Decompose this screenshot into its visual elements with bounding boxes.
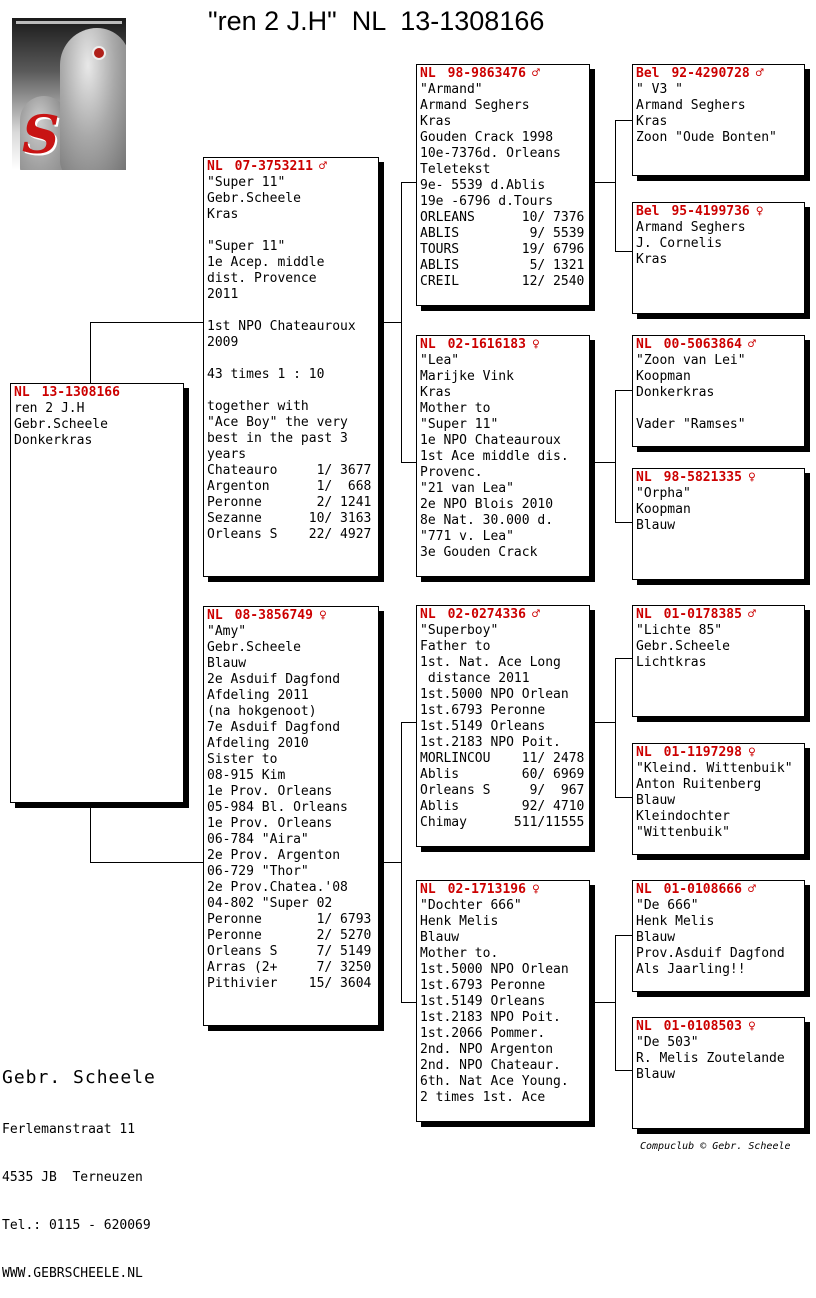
card-line: Marijke Vink: [420, 369, 514, 384]
country-code: NL: [636, 1019, 652, 1034]
card-line: Peronne 2/ 5270: [207, 928, 372, 943]
card-line: 1st Ace middle dis.: [420, 449, 569, 464]
card-line: "Lichte 85": [636, 623, 723, 638]
card-line: Blauw: [636, 518, 676, 533]
connector-line: [615, 1070, 632, 1071]
card-line: 1st NPO Chateauroux: [207, 319, 356, 334]
card-header: [636, 66, 804, 82]
card-line: together with: [207, 399, 309, 414]
card-line: years: [207, 447, 247, 462]
card-header: [636, 745, 804, 761]
card-line: ABLIS 9/ 5539: [420, 226, 585, 241]
country-code: Bel: [636, 204, 660, 219]
ring-number: 07-3753211: [234, 159, 313, 174]
owner-address: [2, 1034, 156, 1298]
card-line: Orleans S 9/ 967: [420, 783, 585, 798]
sex-icon: ♀: [531, 882, 540, 897]
card-line: 2e NPO Blois 2010: [420, 497, 554, 512]
card-line: 2nd. NPO Argenton: [420, 1042, 554, 1057]
sex-icon: ♀: [747, 745, 756, 760]
pedigree-card-dam-sire: [416, 605, 590, 847]
connector-line: [615, 935, 632, 936]
ring-number: 08-3856749: [234, 608, 313, 623]
card-line: "De 503": [636, 1035, 699, 1050]
connector-line: [378, 862, 402, 863]
connector-line: [590, 182, 616, 183]
card-line: Argenton 1/ 668: [207, 479, 372, 494]
card-line: 2009: [207, 335, 239, 350]
owner-name: Gebr. Scheele: [2, 1067, 156, 1088]
ring-number: 01-0178385: [663, 607, 742, 622]
card-line: distance 2011: [420, 671, 530, 686]
country-code: NL: [636, 607, 652, 622]
connector-line: [615, 251, 632, 252]
card-line: 19e -6796 d.Tours: [420, 194, 554, 209]
card-line: 9e- 5539 d.Ablis: [420, 178, 546, 193]
card-line: "Superboy": [420, 623, 499, 638]
card-line: 1st.5149 Orleans: [420, 994, 546, 1009]
card-line: 06-729 "Thor": [207, 864, 309, 879]
sex-icon: ♂: [755, 66, 764, 81]
card-line: 1e Prov. Orleans: [207, 784, 333, 799]
card-line: 2 times 1st. Ace: [420, 1090, 546, 1105]
card-header: [636, 882, 804, 898]
pedigree-card-dam-dam: [416, 880, 590, 1122]
card-line: Blauw: [636, 930, 676, 945]
ring-number: 02-1616183: [447, 337, 526, 352]
card-line: 1st.5000 NPO Orlean: [420, 687, 569, 702]
card-line: Chimay 511/11555: [420, 815, 585, 830]
connector-line: [615, 797, 632, 798]
card-line: Als Jaarling!!: [636, 962, 746, 977]
sex-icon: ♂: [747, 607, 756, 622]
card-line: Chateauro 1/ 3677: [207, 463, 372, 478]
card-line: 05-984 Bl. Orleans: [207, 800, 348, 815]
card-line: Pithivier 15/ 3604: [207, 976, 372, 991]
country-code: NL: [636, 337, 652, 352]
card-line: 2nd. NPO Chateaur.: [420, 1058, 561, 1073]
card-line: "Armand": [420, 82, 483, 97]
card-line: Kras: [420, 114, 452, 129]
pedigree-card-dam-sire-sire: [632, 605, 805, 717]
card-line: ren 2 J.H: [14, 401, 85, 416]
connector-line: [615, 935, 616, 1071]
card-line: 1st.2066 Pommer.: [420, 1026, 546, 1041]
card-line: Kras: [636, 114, 668, 129]
card-line: Mother to: [420, 401, 491, 416]
card-line: Blauw: [636, 793, 676, 808]
card-line: 1st.5149 Orleans: [420, 719, 546, 734]
sex-icon: ♂: [318, 159, 327, 174]
card-line: 08-915 Kim: [207, 768, 286, 783]
card-line: Afdeling 2011: [207, 688, 309, 703]
card-line: Gouden Crack 1998: [420, 130, 554, 145]
card-line: Ablis 92/ 4710: [420, 799, 585, 814]
card-line: 1st.2183 NPO Poit.: [420, 735, 561, 750]
connector-line: [615, 658, 616, 798]
sex-icon: ♀: [747, 470, 756, 485]
pedigree-card-dam-sire-dam: [632, 743, 805, 855]
connector-line: [401, 722, 402, 1003]
card-line: Kras: [636, 252, 668, 267]
card-line: Peronne 2/ 1241: [207, 495, 372, 510]
card-line: Orleans S 22/ 4927: [207, 527, 372, 542]
card-line: 1e Acep. middle: [207, 255, 325, 270]
card-line: 04-802 "Super 02: [207, 896, 333, 911]
connector-line: [378, 322, 402, 323]
card-line: Blauw: [207, 656, 247, 671]
country-code: NL: [636, 470, 652, 485]
card-line: Blauw: [636, 1067, 676, 1082]
pedigree-card-sire-sire-dam: [632, 202, 805, 314]
connector-line: [615, 120, 632, 121]
card-line: [207, 383, 378, 399]
card-line: Provenc.: [420, 465, 483, 480]
card-header: [636, 1019, 804, 1035]
card-header: [420, 882, 589, 898]
connector-line: [615, 522, 632, 523]
card-line: "21 van Lea": [420, 481, 514, 496]
card-line: ORLEANS 10/ 7376: [420, 210, 585, 225]
card-line: 3e Gouden Crack: [420, 545, 538, 560]
card-header: [207, 608, 378, 624]
card-header: [420, 66, 589, 82]
sex-icon: ♂: [531, 66, 540, 81]
connector-line: [590, 1002, 616, 1003]
connector-line: [615, 390, 632, 391]
card-line: Father to: [420, 639, 491, 654]
card-line: Gebr.Scheele: [636, 639, 730, 654]
card-line: Armand Seghers: [636, 220, 746, 235]
card-line: 1st.5000 NPO Orlean: [420, 962, 569, 977]
card-header: [636, 204, 804, 220]
card-line: [207, 351, 378, 367]
card-line: Armand Seghers: [636, 98, 746, 113]
card-line: 2e Prov. Argenton: [207, 848, 341, 863]
card-line: "Kleind. Wittenbuik": [636, 761, 793, 776]
card-header: [636, 337, 804, 353]
card-line: "Super 11": [207, 239, 286, 254]
country-code: NL: [207, 159, 223, 174]
card-line: [636, 401, 804, 417]
card-line: TOURS 19/ 6796: [420, 242, 585, 257]
country-code: NL: [420, 882, 436, 897]
country-code: NL: [636, 745, 652, 760]
card-line: Afdeling 2010: [207, 736, 309, 751]
card-line: [207, 223, 378, 239]
card-header: [636, 607, 804, 623]
loft-logo: S: [12, 18, 126, 170]
card-line: dist. Provence: [207, 271, 317, 286]
card-line: "Zoon van Lei": [636, 353, 746, 368]
card-line: "De 666": [636, 898, 699, 913]
card-line: Anton Ruitenberg: [636, 777, 762, 792]
card-header: [420, 607, 589, 623]
card-line: 1st.6793 Peronne: [420, 703, 546, 718]
card-line: 43 times 1 : 10: [207, 367, 325, 382]
connector-line: [615, 658, 632, 659]
connector-line: [90, 805, 91, 863]
card-line: " V3 ": [636, 82, 683, 97]
card-line: "Wittenbuik": [636, 825, 730, 840]
card-line: Sister to: [207, 752, 278, 767]
ring-number: 01-0108666: [663, 882, 742, 897]
card-line: Orleans S 7/ 5149: [207, 944, 372, 959]
card-line: 2e Asduif Dagfond: [207, 672, 341, 687]
country-code: NL: [14, 385, 30, 400]
country-code: NL: [207, 608, 223, 623]
country-code: NL: [420, 337, 436, 352]
sex-icon: ♂: [531, 607, 540, 622]
card-line: Kras: [420, 385, 452, 400]
ring-number: 98-5821335: [663, 470, 742, 485]
card-line: "Orpha": [636, 486, 691, 501]
card-line: Gebr.Scheele: [14, 417, 108, 432]
card-line: MORLINCOU 11/ 2478: [420, 751, 585, 766]
card-line: 1e Prov. Orleans: [207, 816, 333, 831]
card-line: Henk Melis: [420, 914, 499, 929]
card-line: Koopman: [636, 502, 691, 517]
ring-number: 95-4199736: [671, 204, 750, 219]
card-line: 1st.2183 NPO Poit.: [420, 1010, 561, 1025]
card-header: [207, 159, 378, 175]
owner-phone: Tel.: 0115 - 620069: [2, 1218, 151, 1233]
pedigree-card-sire-dam-dam: [632, 468, 805, 580]
country-code: NL: [420, 66, 436, 81]
card-line: Arras (2+ 7/ 3250: [207, 960, 372, 975]
card-line: "Super 11": [207, 175, 286, 190]
card-line: "Lea": [420, 353, 460, 368]
card-line: Lichtkras: [636, 655, 707, 670]
card-line: 06-784 "Aira": [207, 832, 309, 847]
card-line: Kleindochter: [636, 809, 730, 824]
card-line: Koopman: [636, 369, 691, 384]
card-line: "Ace Boy" the very: [207, 415, 348, 430]
pedigree-card-dam: [203, 606, 379, 1026]
ring-number: 13-1308166: [41, 385, 120, 400]
pedigree-card-sire-dam: [416, 335, 590, 577]
connector-line: [90, 322, 91, 384]
card-line: CREIL 12/ 2540: [420, 274, 585, 289]
sex-icon: ♀: [318, 608, 327, 623]
sex-icon: ♀: [531, 337, 540, 352]
card-line: (na hokgenoot): [207, 704, 317, 719]
card-line: 8e Nat. 30.000 d.: [420, 513, 554, 528]
pedigree-card-sire-dam-sire: [632, 335, 805, 447]
card-line: 6th. Nat Ace Young.: [420, 1074, 569, 1089]
card-line: 1e NPO Chateauroux: [420, 433, 561, 448]
card-header: [420, 337, 589, 353]
ring-number: 00-5063864: [663, 337, 742, 352]
card-line: 1st. Nat. Ace Long: [420, 655, 561, 670]
ring-number: 02-1713196: [447, 882, 526, 897]
card-line: 1st.6793 Peronne: [420, 978, 546, 993]
card-line: "Super 11": [420, 417, 499, 432]
country-code: NL: [636, 882, 652, 897]
connector-line: [590, 462, 616, 463]
card-line: Armand Seghers: [420, 98, 530, 113]
card-line: J. Cornelis: [636, 236, 723, 251]
card-line: Sezanne 10/ 3163: [207, 511, 372, 526]
card-line: Gebr.Scheele: [207, 640, 301, 655]
card-line: Mother to.: [420, 946, 499, 961]
sex-icon: ♂: [747, 882, 756, 897]
pedigree-card-subject: [10, 383, 184, 803]
ring-number: 01-0108503: [663, 1019, 742, 1034]
card-line: Prov.Asduif Dagfond: [636, 946, 785, 961]
card-line: "Amy": [207, 624, 247, 639]
connector-line: [615, 390, 616, 523]
card-line: R. Melis Zoutelande: [636, 1051, 785, 1066]
ring-number: 02-0274336: [447, 607, 526, 622]
pedigree-card-sire-sire: [416, 64, 590, 306]
sex-icon: ♀: [747, 1019, 756, 1034]
card-line: 10e-7376d. Orleans: [420, 146, 561, 161]
ring-number: 92-4290728: [671, 66, 750, 81]
sex-icon: ♂: [747, 337, 756, 352]
pedigree-card-dam-dam-dam: [632, 1017, 805, 1129]
card-line: Donkerkras: [636, 385, 715, 400]
sex-icon: ♀: [755, 204, 764, 219]
connector-line: [401, 182, 402, 463]
card-line: Vader "Ramses": [636, 417, 746, 432]
card-line: 2011: [207, 287, 239, 302]
owner-city: 4535 JB Terneuzen: [2, 1170, 143, 1185]
pedigree-card-dam-dam-sire: [632, 880, 805, 992]
connector-line: [590, 722, 616, 723]
country-code: NL: [420, 607, 436, 622]
page-title: "ren 2 J.H" NL 13-1308166: [208, 6, 545, 36]
card-line: Blauw: [420, 930, 460, 945]
card-line: Zoon "Oude Bonten": [636, 130, 777, 145]
card-line: Teletekst: [420, 162, 491, 177]
card-line: Peronne 1/ 6793: [207, 912, 372, 927]
card-line: 7e Asduif Dagfond: [207, 720, 341, 735]
pedigree-card-sire-sire-sire: [632, 64, 805, 176]
connector-line: [90, 862, 204, 863]
ring-number: 01-1197298: [663, 745, 742, 760]
country-code: Bel: [636, 66, 660, 81]
card-line: best in the past 3: [207, 431, 348, 446]
owner-website: WWW.GEBRSCHEELE.NL: [2, 1266, 143, 1281]
owner-street: Ferlemanstraat 11: [2, 1122, 136, 1137]
card-line: [207, 303, 378, 319]
card-line: "Dochter 666": [420, 898, 522, 913]
ring-number: 98-9863476: [447, 66, 526, 81]
card-line: ABLIS 5/ 1321: [420, 258, 585, 273]
card-line: "771 v. Lea": [420, 529, 514, 544]
card-line: Henk Melis: [636, 914, 715, 929]
card-header: [636, 470, 804, 486]
card-line: Kras: [207, 207, 239, 222]
footer-credit: Compuclub © Gebr. Scheele: [640, 1141, 791, 1152]
card-line: Gebr.Scheele: [207, 191, 301, 206]
connector-line: [90, 322, 204, 323]
connector-line: [615, 120, 616, 252]
pedigree-card-sire: [203, 157, 379, 577]
card-line: 2e Prov.Chatea.'08: [207, 880, 348, 895]
card-header: [14, 385, 183, 401]
card-line: Ablis 60/ 6969: [420, 767, 585, 782]
card-line: Donkerkras: [14, 433, 93, 448]
